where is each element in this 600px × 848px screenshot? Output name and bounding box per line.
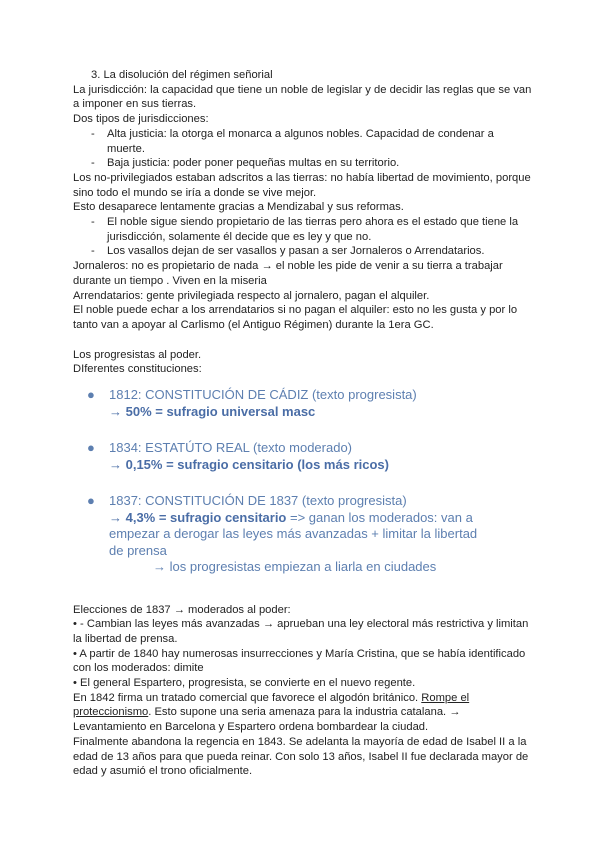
dash-bullet: - xyxy=(91,216,95,229)
paragraph-line: El noble puede echar a los arrendatarios si no pagan el alquiler: esto no les gusta y por lo xyxy=(73,304,518,317)
constitucion-item xyxy=(87,440,533,473)
list-item-text: Los vasallos dejan de ser vasallos y pasan a ser Jornaleros o Arrendatarios. xyxy=(107,245,485,258)
final-line: edad y asumió el trono oficialmente. xyxy=(73,765,253,778)
elecciones-line: • El general Espartero, progresista, se convierte en el nuevo regente. xyxy=(73,677,416,690)
progresistas-title: Los progresistas al poder. xyxy=(73,348,202,361)
dash-bullet: - xyxy=(91,157,95,170)
constitucion-last: → los progresistas empiezan a liarla en ciudades xyxy=(153,559,437,575)
paragraph-line: Esto desaparece lentamente gracias a Mendizabal y sus reformas. xyxy=(73,201,404,214)
constitucion-title: 1812: CONSTITUCIÓN DE CÁDIZ (texto progresista) xyxy=(109,387,417,403)
elecciones-line: • A partir de 1840 hay numerosas insurrecciones y María Cristina, que se había identificado xyxy=(73,647,526,660)
constitucion-item xyxy=(87,387,533,420)
bullet-dot-icon: ● xyxy=(87,440,95,456)
paragraph-line: sino todo el mundo se iría a donde se vive mejor. xyxy=(73,186,317,199)
tratado-text: En 1842 firma un tratado comercial que favorece el algodón británico. xyxy=(73,691,422,704)
constitucion-item xyxy=(87,493,533,576)
elecciones-title: Elecciones de 1837 → moderados al poder: xyxy=(73,603,291,616)
list-item-text: El noble sigue siendo propietario de las tierras pero ahora es el estado que tiene la xyxy=(107,216,519,229)
section-title: 3. La disolución del régimen señorial xyxy=(91,69,273,81)
document-body xyxy=(73,68,533,779)
constitucion-extra: empezar a derogar las leyes más avanzadas + limitar la libertad xyxy=(109,526,478,542)
constitucion-detail-bold: → 4,3% = sufragio censitario xyxy=(109,509,287,525)
elecciones-line: la libertad de prensa. xyxy=(73,632,178,645)
constitucion-detail: → 50% = sufragio universal masc xyxy=(109,403,316,419)
tratado-underlined: proteccionismo xyxy=(73,706,149,719)
elecciones-line: • - Cambian las leyes más avanzadas → aprueban una ley electoral más restrictiva y limitan xyxy=(73,618,529,631)
list-item-text: jurisdicción, solamente él decide que es ley y que no. xyxy=(107,230,372,243)
paragraph-line: Jornaleros: no es propietario de nada → el noble les pide de venir a su tierra a trabajar xyxy=(73,260,503,273)
dash-bullet: - xyxy=(91,245,95,258)
constitucion-detail: → 0,15% = sufragio censitario (los más ricos) xyxy=(109,456,389,472)
paragraph-line: tanto van a apoyar al Carlismo (el Antiguo Régimen) durante la 1era GC. xyxy=(73,318,434,331)
constituciones-intro: DIferentes constituciones: xyxy=(73,363,202,376)
constitucion-title: 1837: CONSTITUCIÓN DE 1837 (texto progresista) xyxy=(109,493,407,509)
paragraph-line: La jurisdicción: la capacidad que tiene un noble de legislar y de decidir las reglas que se van xyxy=(73,83,532,96)
pasted-screenshot-constituciones xyxy=(87,377,533,586)
list-item xyxy=(73,244,533,259)
paragraph-line: Arrendatarios: gente privilegiada respecto al jornalero, pagan el alquiler. xyxy=(73,289,430,302)
list-item xyxy=(73,215,533,244)
paragraph-line: a imponer en sus tierras. xyxy=(73,98,197,111)
list-item-text: muerte. xyxy=(107,142,145,155)
final-line: Finalmente abandona la regencia en 1843. Se adelanta la mayoría de edad de Isabel II a la xyxy=(73,735,527,748)
bullet-dot-icon: ● xyxy=(87,493,95,509)
list-item xyxy=(73,156,533,171)
dash-bullet: - xyxy=(91,127,95,140)
elecciones-line: con los moderados: dimite xyxy=(73,662,204,675)
bullet-dot-icon: ● xyxy=(87,387,95,403)
tratado-line: Levantamiento en Barcelona y Espartero ordena bombardear la ciudad. xyxy=(73,721,429,734)
constitucion-detail xyxy=(109,510,533,527)
tratado-line xyxy=(73,691,533,706)
final-line: edad de 13 años para que pueda reinar. Con solo 13 años, Isabel II fue declarada mayor de xyxy=(73,750,529,763)
constitucion-extra: de prensa xyxy=(109,542,167,558)
constitucion-title: 1834: ESTATÚTO REAL (texto moderado) xyxy=(109,440,353,456)
paragraph-line: Los no-privilegiados estaban adscritos a las tierras: no había libertad de movimiento, porque xyxy=(73,171,531,184)
constitucion-detail-rest: => ganan los moderados: van a xyxy=(286,509,473,525)
paragraph-line: durante un tiempo . Viven en la miseria xyxy=(73,274,267,287)
list-item-text: Baja justicia: poder poner pequeñas multas en su territorio. xyxy=(107,157,400,170)
tratado-underlined: Rompe el xyxy=(421,691,470,704)
tratado-line xyxy=(73,705,533,720)
tratado-text: . Esto supone una seria amenaza para la industria catalana. → xyxy=(148,706,461,719)
list-item xyxy=(73,127,533,156)
jurisdicciones-intro: Dos tipos de jurisdicciones: xyxy=(73,113,209,126)
list-item-text: Alta justicia: la otorga el monarca a algunos nobles. Capacidad de condenar a xyxy=(107,127,494,140)
